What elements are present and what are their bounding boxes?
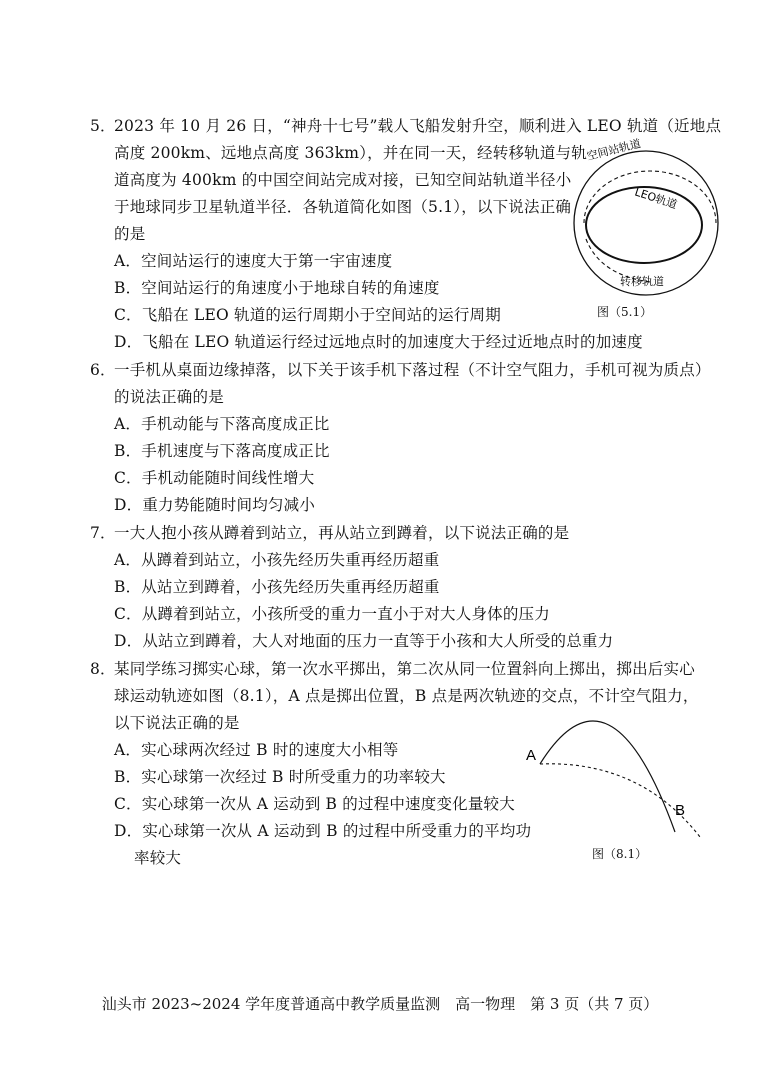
q7-option-c: C．从蹲着到站立，小孩所受的重力一直小于对大人身体的压力 [114,605,550,623]
q7-option-d: D．从站立到蹲着，大人对地面的压力一直等于小孩和大人所受的总重力 [114,632,614,650]
q5-option-a: A．空间站运行的速度大于第一宇宙速度 [114,252,393,270]
q8-stem-line-1: 某同学练习掷实心球，第一次水平掷出，第二次从同一位置斜向上掷出，掷出后实心 [114,660,695,678]
horizontal-throw-trajectory [540,764,700,837]
q5-stem-line-3: 道高度为 400km 的中国空间站完成对接，已知空间站轨道半径小 [114,171,572,189]
q7-option-a: A．从蹲着到站立，小孩先经历失重再经历超重 [114,551,440,569]
q7-number: 7． [90,524,116,542]
q8-option-b: B．实心球第一次经过 B 时所受重力的功率较大 [114,768,446,786]
q8-stem-line-3: 以下说法正确的是 [114,714,240,732]
figure-8-1-caption: 图（8.1） [592,847,648,861]
q6-stem-line-2: 的说法正确的是 [114,388,224,406]
q5-stem-line-5: 的是 [114,225,146,243]
q5-option-c: C．飞船在 LEO 轨道的运行周期小于空间站的运行周期 [114,306,501,324]
q8-number: 8． [90,660,116,678]
q6-option-c: C．手机动能随时间线性增大 [114,469,315,487]
q6-number: 6． [90,361,116,379]
q8-option-a: A．实心球两次经过 B 时的速度大小相等 [114,741,399,759]
q5-option-b: B．空间站运行的角速度小于地球自转的角速度 [114,279,440,297]
space-station-orbit [574,151,718,295]
transfer-orbit-label: 转移轨道 [620,275,664,288]
point-a-label: A [526,747,537,764]
q5-stem-line-4: 于地球同步卫星轨道半径．各轨道简化如图（5.1），以下说法正确 [114,198,572,216]
page-footer: 汕头市 2023~2024 学年度普通高中教学质量监测 高一物理 第 3 页（共 7 页） [101,995,659,1013]
q7-stem-line-1: 一大人抱小孩从蹲着到站立，再从站立到蹲着，以下说法正确的是 [114,524,570,542]
q6-stem-line-1: 一手机从桌面边缘掉落，以下关于该手机下落过程（不计空气阻力，手机可视为质点） [114,361,711,379]
trajectory-diagram [520,712,710,842]
q8-option-c: C．实心球第一次从 A 运动到 B 的过程中速度变化量较大 [114,795,515,813]
q6-option-d: D．重力势能随时间均匀减小 [114,496,316,514]
space-station-orbit-label: 空间站轨道 [585,136,643,163]
orbit-diagram [570,135,720,310]
oblique-throw-trajectory [540,721,675,832]
q5-stem-line-1: 2023 年 10 月 26 日，“神舟十七号”载人飞船发射升空，顺利进入 LEO 轨道（近地点 [114,117,722,135]
figure-5-1-caption: 图（5.1） [597,305,653,319]
q5-number: 5． [90,117,116,135]
leo-orbit-label: LEO轨道 [633,185,679,212]
q5-stem-line-2: 高度 200km、远地点高度 363km），并在同一天，经转移轨道与轨 [114,144,587,162]
q8-stem-line-2: 球运动轨迹如图（8.1），A 点是掷出位置，B 点是两次轨迹的交点，不计空气阻力， [114,687,699,705]
q6-option-a: A．手机动能与下落高度成正比 [114,415,330,433]
q6-option-b: B．手机速度与下落高度成正比 [114,442,330,460]
point-b-label: B [675,802,686,819]
q5-option-d: D．飞船在 LEO 轨道运行经过远地点时的加速度大于经过近地点时的加速度 [114,333,643,351]
q7-option-b: B．从站立到蹲着，小孩先经历失重再经历超重 [114,578,440,596]
q8-option-d: D．实心球第一次从 A 运动到 B 的过程中所受重力的平均功 [114,822,532,840]
q8-option-d-continued: 率较大 [134,849,182,867]
